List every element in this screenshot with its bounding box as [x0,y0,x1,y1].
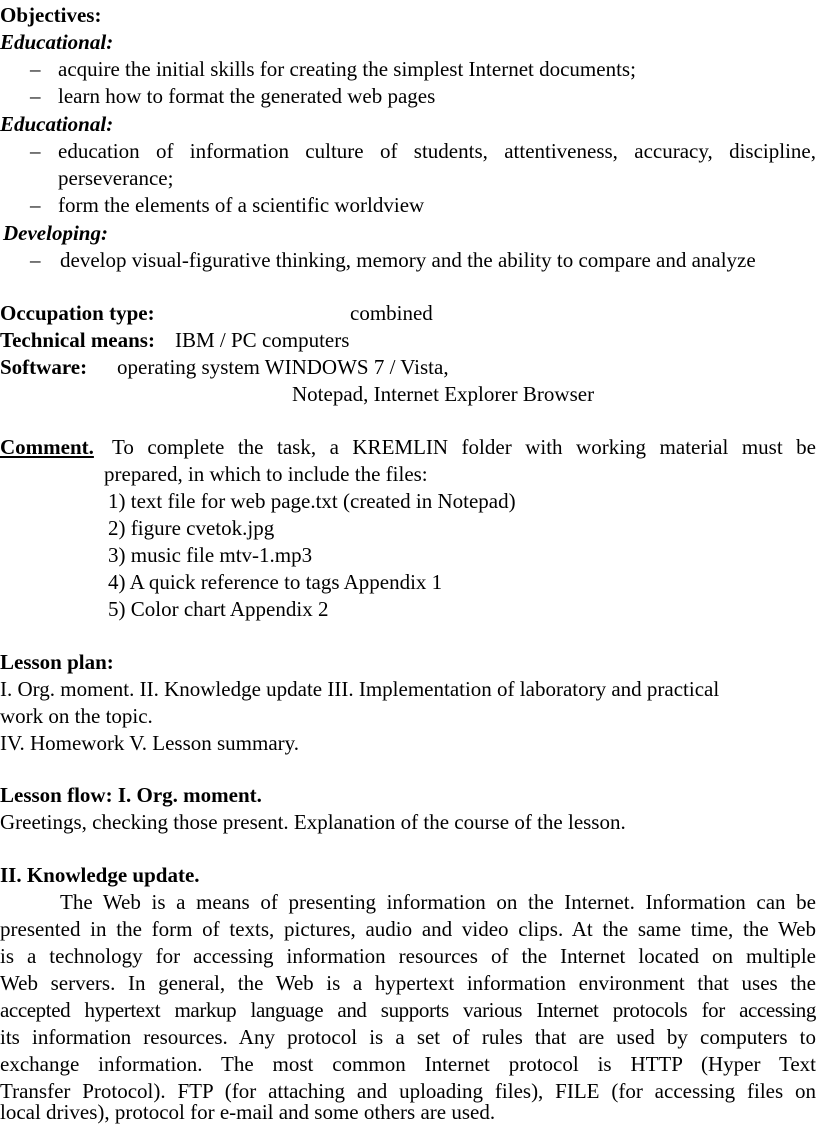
knowledge-paragraph-line: The Web is a means of presenting information on the Internet. Information can be [60,890,816,914]
bullet-dash: – [30,193,41,217]
bullet-dash: – [30,248,41,272]
file-list-item: 1) text file for web page.txt (created in Notepad) [108,489,516,513]
lesson-flow-heading: Lesson flow: I. Org. moment. [0,783,262,807]
occupation-type-label: Occupation type: [0,301,155,325]
objective-item: learn how to format the generated web pages [58,84,436,108]
software-value: operating system WINDOWS 7 / Vista, [117,355,449,379]
lesson-plan-text: I. Org. moment. II. Knowledge update III. Implementation of laboratory and practical [0,677,720,701]
lesson-flow-text: Greetings, checking those present. Explanation of the course of the lesson. [0,810,626,834]
objective-item: education of information culture of students, attentiveness, accuracy, discipline, [58,139,816,163]
file-list-item: 4) A quick reference to tags Appendix 1 [108,570,443,594]
bullet-dash: – [30,57,41,81]
software-value-continued: Notepad, Internet Explorer Browser [292,382,595,406]
objective-item: acquire the initial skills for creating the simplest Internet documents; [58,57,636,81]
file-list-item: 2) figure cvetok.jpg [108,516,275,540]
file-list-item: 5) Color chart Appendix 2 [108,597,329,621]
group-label-educational-2: Educational: [0,112,114,136]
objective-item: form the elements of a scientific worldview [58,193,425,217]
technical-means-label: Technical means: [0,328,155,352]
software-label: Software: [0,355,88,379]
knowledge-paragraph-line: presented in the form of texts, pictures, audio and video clips. At the same time, the Web [0,917,816,941]
knowledge-paragraph-line: is a technology for accessing information resources of the Internet located on multiple [0,944,816,968]
lesson-plan-text: IV. Homework V. Lesson summary. [0,731,300,755]
bullet-dash: – [30,84,41,108]
group-label-educational-1: Educational: [0,30,114,54]
knowledge-paragraph-line: its information resources. Any protocol is a set of rules that are used by computers to [0,1025,816,1049]
technical-means-value: IBM / PC computers [175,328,350,352]
comment-text-continued: prepared, in which to include the files: [104,462,428,486]
knowledge-paragraph-line: Transfer Protocol). FTP (for attaching and uploading files), FILE (for accessing files on [0,1079,816,1103]
comment-text: To complete the task, a KREMLIN folder with working material must be [112,435,816,459]
objective-item-continued: perseverance; [58,166,174,190]
knowledge-update-heading: II. Knowledge update. [0,863,200,887]
lesson-plan-text: work on the topic. [0,704,153,728]
objectives-heading: Objectives: [0,3,102,27]
lesson-plan-heading: Lesson plan: [0,650,114,674]
bullet-dash: – [30,139,41,163]
objective-item: develop visual-figurative thinking, memory and the ability to compare and analyze [60,248,756,272]
occupation-type-value: combined [350,301,433,325]
knowledge-paragraph-line: exchange information. The most common Internet protocol is HTTP (Hyper Text [0,1052,816,1076]
comment-label: Comment. [0,435,94,459]
knowledge-paragraph-line: accepted hypertext markup language and supports various Internet protocols for accessing [0,998,816,1022]
file-list-item: 3) music file mtv-1.mp3 [108,543,313,567]
knowledge-paragraph-line: Web servers. In general, the Web is a hypertext information environment that uses the [0,971,816,995]
group-label-developing: Developing: [3,221,108,245]
knowledge-paragraph-line: local drives), protocol for e-mail and some others are used. [0,1100,496,1124]
